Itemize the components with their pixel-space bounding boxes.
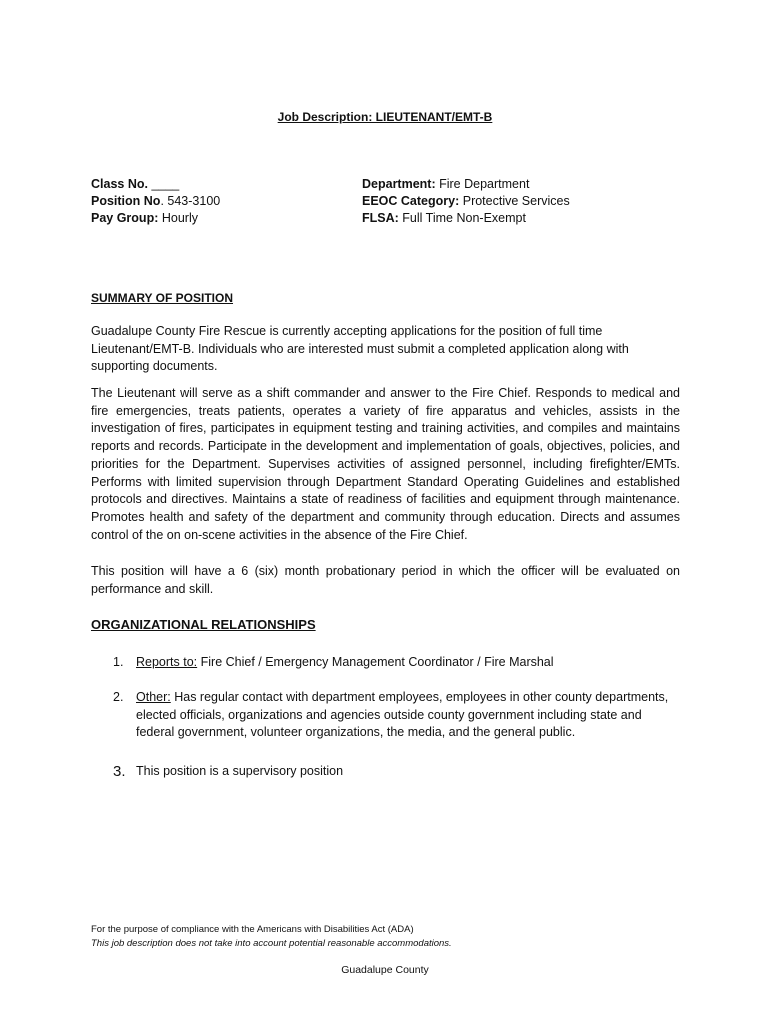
list-body [136, 689, 681, 742]
eeoc-value: Protective Services [462, 194, 570, 208]
department-value: Fire Department [439, 177, 530, 191]
footnote-accommodations: This job description does not take into account potential reasonable accommodations. [91, 938, 452, 949]
pay-group-row [91, 210, 220, 227]
org-list-item-reports-to [113, 654, 681, 672]
list-label: Other: [136, 690, 171, 704]
summary-paragraph-3: This position will have a 6 (six) month probationary period in which the officer will be evaluated on performance and skill. [91, 564, 680, 596]
list-text: Has regular contact with department employees, employees in other county departments, elected officials, organizations and agencies outside county government including state and federal government, volunteer organizations, the media, and the general public. [136, 690, 669, 740]
flsa-label: FLSA: [362, 211, 399, 225]
list-body [136, 654, 681, 672]
eeoc-row [362, 193, 570, 210]
position-number-label: Position No [91, 194, 161, 208]
org-list-item-supervisory [113, 763, 681, 782]
summary-heading: SUMMARY OF POSITION [91, 291, 234, 305]
list-number: 3. [113, 763, 126, 780]
class-number-row [91, 176, 220, 193]
list-text: This position is a supervisory position [136, 764, 344, 778]
flsa-value: Full Time Non-Exempt [402, 211, 526, 225]
summary-paragraph-1: Guadalupe County Fire Rescue is currently accepting applications for the position of full time Lieutenant/EMT-B. Individuals who are interested must submit a completed application along with supporting documents. [91, 324, 629, 374]
pay-group-label: Pay Group: [91, 211, 159, 225]
list-number: 1. [113, 655, 124, 669]
org-list-item-other [113, 689, 681, 740]
department-label: Department: [362, 177, 436, 191]
class-number-value: ____ [151, 177, 180, 191]
footnote-ada: For the purpose of compliance with the Americans with Disabilities Act (ADA) [91, 924, 414, 935]
position-number-row [91, 193, 220, 210]
eeoc-label: EEOC Category: [362, 194, 460, 208]
info-left-column [91, 176, 220, 227]
org-heading: ORGANIZATIONAL RELATIONSHIPS [91, 617, 316, 632]
department-row [362, 176, 570, 193]
page-footer: Guadalupe County [341, 964, 429, 976]
class-number-label: Class No. [91, 177, 148, 191]
page-title: Job Description: LIEUTENANT/EMT-B [277, 110, 493, 124]
list-number: 2. [113, 690, 124, 704]
position-number-value: . 543-3100 [160, 194, 221, 208]
flsa-row [362, 210, 570, 227]
list-text: Fire Chief / Emergency Management Coordinator / Fire Marshal [197, 655, 554, 669]
list-body [136, 763, 681, 781]
summary-paragraph-2: The Lieutenant will serve as a shift commander and answer to the Fire Chief. Responds to medical and fire emergencies, treats patients, operates a variety of fire apparatus and vehicles, assists in the investigation of fires, participates in equipment testing and training activities, and compiles and maintains reports and records. Participate in the development and implementation of goals, objectives, policies, and priorities for the Department. Supervises activities of assigned personnel, including firefighter/EMTs. Performs with limited supervision through Department Standard Operating Guidelines and established protocols and directives. Maintains a state of readiness of facilities and equipment through maintenance. Promotes health and safety of the department and community through education. Directs and assumes control of the on on-scene activities in the absence of the Fire Chief. [91, 386, 680, 542]
pay-group-value: Hourly [161, 211, 198, 225]
info-right-column [362, 176, 570, 227]
list-label: Reports to: [136, 655, 198, 669]
